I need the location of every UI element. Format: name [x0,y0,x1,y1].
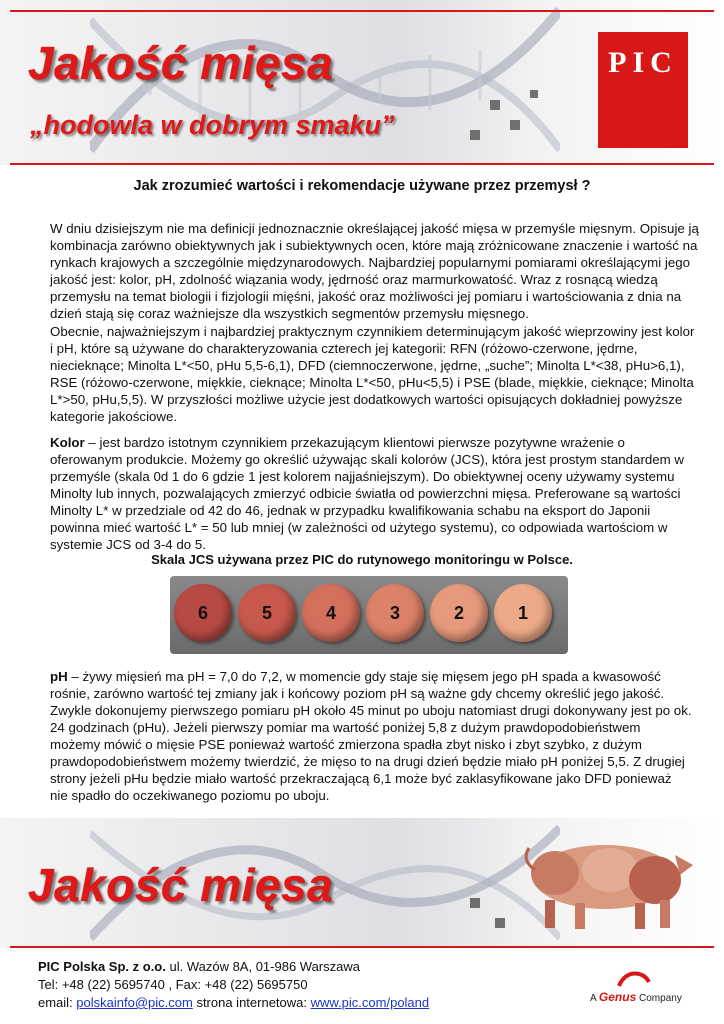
web-label: strona internetowa: [192,995,311,1010]
jcs-chip-label: 4 [325,602,336,623]
ph-lead: pH [50,669,68,684]
jcs-chip-label: 1 [517,602,528,623]
email-label: email: [38,995,77,1010]
categories-paragraph: Obecnie, najważniejszym i najbardziej praktycznym czynnikiem determinującym jakość wieprzowiny jest kolor i pH, które są używane do charakteryzowania czterech jej kategorii: RFN (różowo-czerwone, jędrne, niecieknące; Minolta L*<50, pHu 5,5-6,1), DFD (ciemnoczerwone, jędrne, „suche”; Minolta L*<38, pHu>6,1), RSE (różowo-czerwone, miękkie, cieknące; Minolta L*<50, pHu<5,5) i PSE (blade, miękkie, cieknące; Minolta L*>50, pHu,5,5). W przyszłości możliwe użycie jest dodatkowych wartości opisujących dokładniej powyższe kategorie jakościowe. [50,324,695,424]
kolor-paragraph [50,434,690,553]
banner-bottom-rule [10,163,714,165]
kolor-text: – jest bardzo istotnym czynnikiem przekazującym klientowi pierwsze pozytywne wrażenie o oferowanym produkcie. Możemy go określić używając skali kolorów (JCS), która jest prostym standardem w przemyśle (skala 0d 1 do 6 gdzie 1 jest kolorem najjaśniejszym). Do obiektywnej oceny używamy systemu Minolty lub innych, pozwalających zmierzyć odbicie światła od powierzchni mięsa. Preferowane są wartości Minolty L* w przedziale od 42 do 46, jednak w przypadku kwalifikowania schabu na eksport do Japonii powinna mieć wartość L* = 50 lub mniej (w zależności od użytego systemu), co odpowiada wartościom w systemie JCS od 3-4 do 5. [50,435,685,552]
jcs-chip-label: 5 [261,602,272,623]
kolor-lead: Kolor [50,435,85,450]
genus-suffix: Company [636,993,682,1004]
jcs-chip-label: 6 [197,602,208,623]
top-rule [10,10,714,12]
jcs-chip-2 [430,584,488,642]
jcs-chip-5 [238,584,296,642]
genus-name: Genus [598,990,637,1004]
intro-paragraph: W dniu dzisiejszym nie ma definicji jednoznacznie określającej jakość mięsa w przemyśle mięsnym. Opisuje ją kombinacja zarówno obiektywnych jak i subiektywnych ocen, które mają zróżnicowane znaczenie i wartość na rynkach krajowych a szczególnie międzynarodowych. Najbardziej popularnymi pomiarami określającymi jego jakość jest: kolor, pH, zdolność wiązania wody, jędrność oraz marmurkowatość. Wraz z rosnącą wiedzą przemysłu na temat biologii i fizjologii mięśni, jakość oraz możliwości jej pomiaru i wartościowania z dnia na dzień stają się coraz ważniejsze dla wszystkich segmentów przemysłu mięsnego. [50,221,699,321]
jcs-chip-3 [366,584,424,642]
jcs-chip-1 [494,584,552,642]
jcs-color-scale [170,576,568,654]
footer-banner [0,818,724,948]
page-title: Jakość mięsa [28,37,334,89]
jcs-chip-label: 2 [453,602,464,623]
company-line [38,958,429,976]
ph-text: – żywy mięsień ma pH = 7,0 do 7,2, w momencie gdy staje się mięsem jego pH spada a kwasowość rośnie, zarówno wartość tej zmiany jak i końcowy poziom pH są ważne gdy chcemy określić jego jakość. Zwykle dokonujemy pierwszego pomiaru pH około 45 minut po uboju natomiast drugi dokonywany jest po ok. 24 godzinach (pHu). Jeżeli pierwszy pomiar ma wartość poniżej 5,8 z dużym prawdopodobieństwem możemy mówić o mięsie PSE ponieważ wartość zmierzona spadła zbyt nisko i zbyt szybko, z dużym prawdopodobieństwem możemy twierdzić, że mięso to na drugi dzień będzie miało pH poniżej 5,5. Z drugiej strony jeżeli pHu będzie miało wartość przekraczającą 6,1 może być zaklasyfikowane jako DFD ponieważ nie spadło do oczekiwanego poziomu po uboju. [50,669,692,803]
footer-title: Jakość mięsa [28,859,334,911]
website-link[interactable]: www.pic.com/poland [310,995,430,1010]
page-subtitle: „hodowla w dobrym smaku” [30,110,395,140]
section-heading: Jak zrozumieć wartości i rekomendacje używane przez przemysł ? [133,178,591,194]
genus-prefix: A [590,993,599,1004]
pic-logo-text: PIC [608,46,678,79]
pic-logo [598,32,688,148]
pork-cuts-pig-icon [515,825,695,935]
ph-paragraph [50,668,692,804]
genus-company-logo [590,990,682,1004]
jcs-chip-6 [174,584,232,642]
jcs-chip-4 [302,584,360,642]
header-banner [0,0,724,165]
company-address: ul. Wazów 8A, 01-986 Warszawa [165,959,360,974]
email-web-line [38,994,429,1012]
company-name: PIC Polska Sp. z o.o. [38,959,166,974]
footer-bottom-rule [10,946,714,948]
genus-swoosh-icon [617,968,651,990]
scale-caption: Skala JCS używana przez PIC do rutynowego monitoringu w Polsce. [151,552,573,567]
jcs-chip-label: 3 [389,602,400,623]
email-link[interactable]: polskainfo@pic.com [76,995,193,1010]
footer-contact [38,958,429,1012]
phone-fax-line: Tel: +48 (22) 5695740 , Fax: +48 (22) 5695750 [38,977,308,992]
